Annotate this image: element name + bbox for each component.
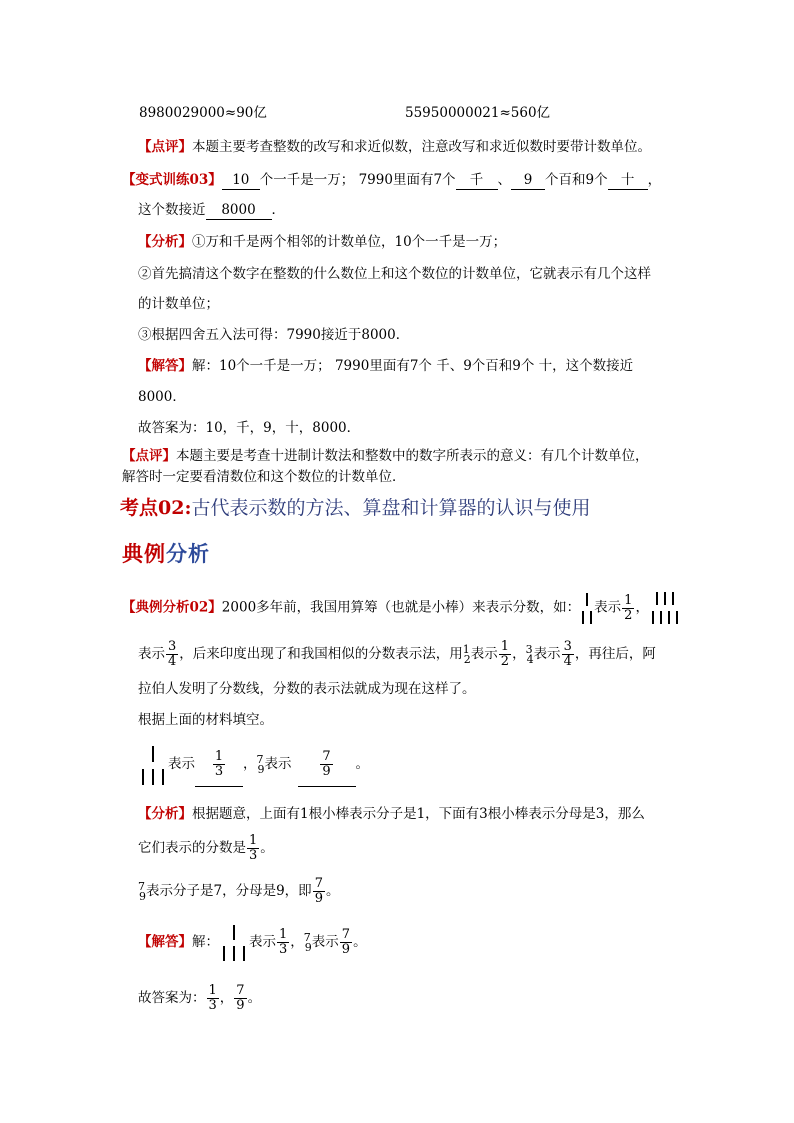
fill-repr-2: 表示 [264,756,292,772]
fraction-seven-ninths-final [234,984,246,1013]
sfrac-num: 7 [256,752,264,766]
frac-den: 9 [236,998,245,1013]
variant-text-5: 这个数接近 [138,202,206,218]
fill-blank-2 [298,742,356,787]
stacked-fraction-seven-nine [256,752,265,776]
fraction-one-half-2 [499,640,511,669]
frac-num: 3 [168,639,177,654]
review-2-text-1: 本题主要是考查十进制计数法和整数中的数字所表示的意义：有几个计数单位， [176,448,649,464]
rods-three-over-four-icon [649,590,681,626]
example-text-1: 2000多年前，我国用算筹（也就是小棒）来表示分数，如： [221,599,581,616]
answer-2-end: 。 [353,934,367,950]
sfrac-den: 9 [304,940,312,954]
variant-training-line-1 [122,170,661,190]
answer-tag: 【解答】 [138,358,192,374]
frac-den: 2 [500,654,510,669]
blank-answer-5: 8000 [206,201,272,220]
example-text-3: ，后来印度出现了和我国相似的分数表示法，用 [179,646,463,662]
sfrac-num: 1 [462,642,470,656]
sfrac-den: 4 [526,652,534,666]
rods-one-over-three-icon-2 [219,923,249,963]
review-tag: 【点评】 [138,139,192,155]
fraction-one-third-final [207,984,219,1013]
frac-den: 9 [341,942,351,957]
example-fill-line [138,742,369,787]
analysis-1-line-4: ③根据四舍五入法可得：7990接近于8000． [138,327,410,343]
blank-answer-3: 9 [511,171,545,190]
fraction-seven-ninths [320,750,332,779]
frac-num: 1 [249,833,258,848]
example-text-2: 表示 [138,646,165,662]
analysis-1-line-3: 的计数单位； [138,296,219,312]
example-line-1 [122,590,681,626]
final-pre: 故答案为： [138,990,206,1006]
rods-one-over-three-icon [138,744,168,786]
answer-1-line-1 [138,356,633,376]
review-2-line-1 [122,446,649,466]
sfrac-num: 7 [138,879,145,893]
variant-text-6: ． [271,202,285,218]
variant-text-2: 、 [497,172,512,188]
frac-den: 9 [322,764,331,779]
example-text-4: 表示 [470,646,498,662]
stacked-fraction-seven-nine-3 [303,930,312,954]
analysis-2-text-1: 根据题意，上面有1根小棒表示分子是1，下面有3根小棒表示分母是3，那么 [192,806,645,822]
sfrac-den: 9 [257,762,265,776]
stacked-fraction-one-two [462,642,471,666]
answer-tag-2: 【解答】 [138,934,192,950]
answer-2-final [138,984,261,1013]
sfrac-den: 9 [139,889,146,903]
answer-2-repr-2: 表示 [311,934,339,950]
stacked-fraction-three-four [525,642,534,666]
analysis-2-line-2 [138,834,274,863]
example-text-6: 表示 [533,646,561,662]
banner-text-b: 分析 [166,541,210,566]
banner-text-a: 典例 [122,541,166,566]
frac-num: 1 [279,927,288,942]
analysis-2-text-3: 。 [260,840,274,856]
frac-num: 7 [322,749,331,764]
fill-blank-1 [195,742,243,787]
fraction-one-half [622,594,634,623]
review-2-line-2: 解答时一定要看清数位和这个数位的计数单位． [122,469,406,485]
frac-den: 3 [214,764,224,779]
fraction-seven-ninths-2 [313,877,325,906]
heading-label: 考点02: [120,497,192,519]
approx-right: 55950000021≈560亿 [405,105,551,121]
rods-one-over-two-icon [580,591,594,625]
blank-answer-1: 10 [222,171,260,190]
answer-2-line-1 [138,922,367,963]
analysis-2-text-4: 表示分子是7，分母是9，即 [146,883,312,899]
review-tag-2: 【点评】 [122,448,176,464]
variant-text-1: 个一千是一万； 7990里面有7个 [259,172,456,188]
example-line-3: 拉伯人发明了分数线，分数的表示法就成为现在这样了。 [138,681,476,697]
variant-text-3: 个百和9个 [545,172,608,188]
variant-text-4: ， [647,172,662,188]
sfrac-den: 2 [463,652,471,666]
frac-num: 3 [563,639,572,654]
example-banner [122,538,210,568]
analysis-2-text-5: 。 [325,883,340,899]
fill-repr-1: 表示 [168,756,195,772]
variant-training-line-2 [138,200,285,220]
example-line-4: 根据上面的材料填空。 [138,712,273,728]
frac-num: 1 [624,592,633,608]
answer-1-line-2: 8000． [138,389,186,405]
stacked-fraction-seven-nine-2 [138,879,146,903]
frac-den: 4 [168,654,177,669]
analysis-1-line-2: ②首先搞清这个数字在整数的什么数位上和这个数位的计数单位，它就表示有几个这样 [138,266,651,282]
frac-den: 3 [249,848,258,863]
example-repr-1: 表示 [594,599,622,616]
analysis-1-line-1 [138,232,506,252]
frac-den: 4 [563,654,572,669]
analysis-2-text-2: 它们表示的分数是 [138,840,246,856]
frac-den: 3 [208,998,217,1013]
answer-1-final: 故答案为：10，千，9，十，8000． [138,420,361,436]
section-heading [120,496,590,520]
example-comma: ， [635,599,649,616]
fraction-seven-ninths-3 [340,928,352,957]
sfrac-num: 3 [525,642,533,656]
frac-num: 1 [214,749,224,764]
heading-title: 古代表示数的方法、算盘和计算器的认识与使用 [191,497,591,519]
fraction-three-quarters-2 [562,640,574,669]
blank-answer-2: 千 [456,171,498,190]
frac-num: 7 [314,876,323,891]
frac-num: 7 [341,927,351,942]
final-end: 。 [247,990,262,1006]
review-1 [138,137,651,157]
blank-answer-4: 十 [608,171,648,190]
fill-end: 。 [355,756,369,772]
analysis-tag: 【分析】 [138,234,192,250]
final-comma: ， [219,990,234,1006]
example-text-5: ， [512,646,526,662]
example-text-7: ，再往后，阿 [574,646,656,662]
review-text: 本题主要考查整数的改写和求近似数，注意改写和求近似数时要带计数单位。 [192,139,651,155]
frac-num: 1 [500,639,510,654]
answer-text-1: 解：10个一千是一万； 7990里面有7个 千、9个百和9个 十，这个数接近 [192,358,634,374]
frac-den: 2 [624,607,633,623]
analysis-2-line-1 [138,804,645,824]
frac-den: 9 [314,891,323,906]
fraction-one-third-3 [277,928,289,957]
answer-2-repr-1: 表示 [249,934,276,950]
analysis-2-line-3 [138,877,339,906]
frac-den: 3 [279,942,288,957]
sfrac-num: 7 [303,930,311,944]
fraction-one-third [213,750,225,779]
example-line-2 [138,640,656,669]
frac-num: 7 [236,983,245,998]
answer-2-comma: ， [290,934,304,950]
fill-comma: ， [243,756,257,772]
variant-tag: 【变式训练03】 [122,172,222,188]
frac-num: 1 [208,983,217,998]
example-tag: 【典例分析02】 [122,599,222,616]
approx-left: 8980029000≈90亿 [139,105,267,121]
fraction-one-third-2 [247,834,259,863]
answer-2-pre: 解： [192,934,219,950]
fraction-three-quarters [166,640,178,669]
analysis-tag-2: 【分析】 [138,806,192,822]
analysis-text-1: ①万和千是两个相邻的计数单位，10个一千是一万； [192,234,507,250]
